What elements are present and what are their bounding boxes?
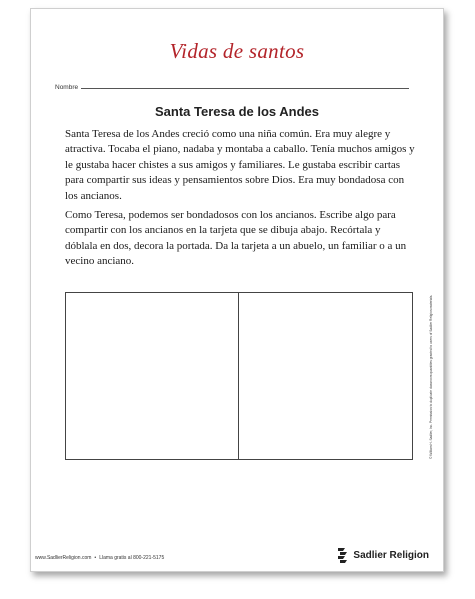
series-title: Vidas de santos (169, 39, 305, 63)
page-title: Santa Teresa de los Andes (154, 104, 319, 119)
brand-name: Sadlier Religion (353, 549, 429, 561)
name-label: Nombre (55, 84, 79, 91)
name-line (81, 87, 409, 89)
sadlier-logo-icon (336, 547, 349, 563)
worksheet-page (30, 8, 444, 572)
footer-contact (35, 555, 164, 561)
brand-logo (336, 547, 429, 563)
copyright-text: © William H. Sadlier, Inc. Permission to duplicate classroom quantities granted to users of Sadlier Religion materials. (429, 294, 433, 459)
copyright-side-note (429, 229, 437, 459)
card-fold-line (238, 293, 239, 459)
footer-website: www.SadlierReligion.com (35, 555, 92, 561)
paragraph-instructions: Como Teresa, podemos ser bondadosos con los ancianos. Escribe algo para compartir con los ancianos en la tarjeta que se dibuja abajo. Recórtala y dóblala en dos, decora la portada. Da la tarjeta a un abuelo, un familiar o a un vecino anciano. (65, 209, 407, 268)
body-text (65, 127, 415, 274)
paragraph-biography: Santa Teresa de los Andes creció como una niña común. Era muy alegre y atractiva. Tocaba el piano, nadaba y montaba a caballo. Tenía muchos amigos y le gustaba hacer chistes a sus amigos y familiares. Le gustaba escribir cartas para compartir sus ideas y pensamientos sobre Dios. Era muy bondadosa con los ancianos. (65, 128, 415, 202)
name-field-row (55, 79, 409, 91)
footer-separator: • (94, 555, 97, 561)
footer-phone: Llama gratis al 800-221-5175 (99, 555, 165, 561)
card-template (65, 292, 413, 460)
